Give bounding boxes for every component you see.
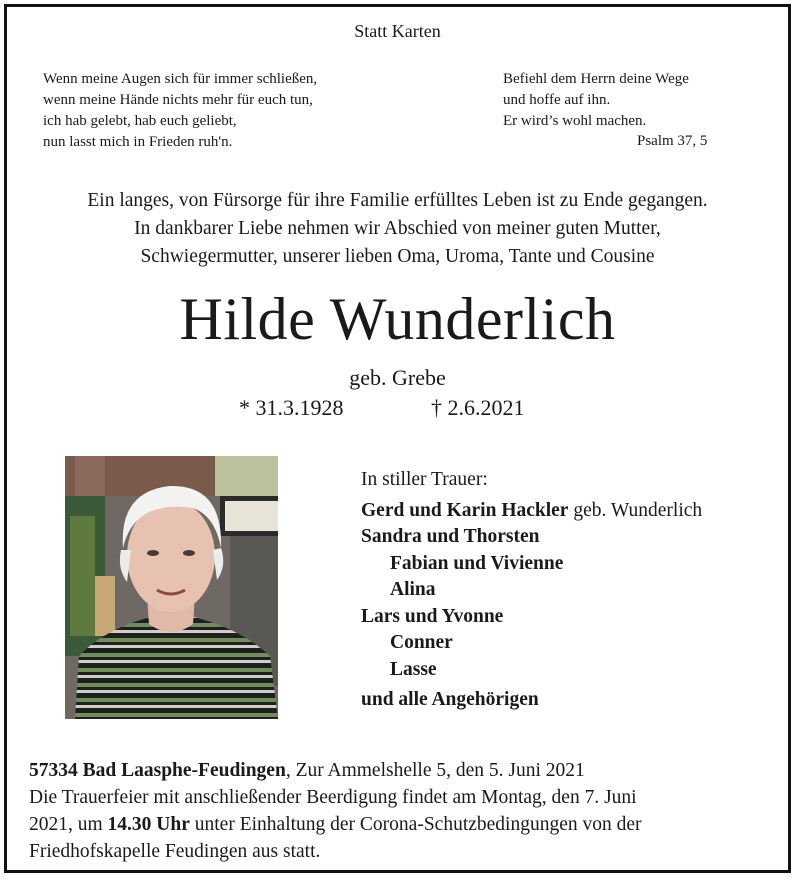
- mourner-name: Gerd und Karin Hackler: [361, 499, 569, 521]
- service-line: Die Trauerfeier mit anschließender Beerdigung findet am Montag, den 7. Juni: [29, 787, 637, 808]
- mourner-line: Sandra und Thorsten: [361, 526, 540, 547]
- mourners-intro: In stiller Trauer:: [361, 469, 488, 490]
- poem-line: ich hab gelebt, hab euch geliebt,: [43, 113, 237, 129]
- mourner-line: Fabian und Vivienne: [390, 552, 564, 574]
- mourner-line: Alina: [390, 579, 436, 600]
- service-line: [29, 811, 642, 838]
- psalm-line: und hoffe auf ihn.: [503, 92, 611, 108]
- mourner-line: [361, 498, 702, 525]
- mourners-closing: und alle Angehörigen: [361, 689, 539, 710]
- footer-info: [29, 757, 642, 865]
- intro-line: Schwiegermutter, unserer lieben Oma, Uroma, Tante und Cousine: [140, 246, 655, 267]
- birth-date: * 31.3.1928: [239, 395, 344, 420]
- mourners-list: [361, 467, 702, 714]
- mourner-line: Conner: [390, 632, 453, 653]
- portrait-photo: [65, 456, 278, 719]
- service-time: 14.30 Uhr: [107, 814, 190, 835]
- intro-line: In dankbarer Liebe nehmen wir Abschied von meiner guten Mutter,: [134, 218, 661, 239]
- intro-line: Ein langes, von Fürsorge für ihre Familie erfülltes Leben ist zu Ende gegangen.: [87, 190, 708, 211]
- address-line: [29, 757, 642, 784]
- service-text: 2021, um: [29, 814, 108, 835]
- psalm-line: Befiehl dem Herrn deine Wege: [503, 71, 689, 87]
- mourner-name-suffix: geb. Wunderlich: [568, 499, 703, 521]
- birth-name: geb. Grebe: [349, 365, 446, 390]
- psalm-line: Er wird’s wohl machen.: [503, 113, 647, 129]
- place-name: 57334 Bad Laasphe-Feudingen: [29, 760, 286, 781]
- poem-left: [43, 69, 317, 153]
- psalm-reference: Psalm 37, 5: [637, 133, 708, 149]
- poem-line: nun lasst mich in Frieden ruh'n.: [43, 134, 233, 150]
- header-note: Statt Karten: [354, 21, 441, 41]
- mourner-line: Lasse: [390, 658, 437, 680]
- death-date: † 2.6.2021: [431, 395, 525, 420]
- service-text: unter Einhaltung der Corona-Schutzbedingungen von der: [189, 814, 642, 835]
- mourner-line: Lars und Yvonne: [361, 605, 504, 627]
- obituary-notice: [4, 4, 791, 873]
- poem-line: wenn meine Hände nichts mehr für euch tun,: [43, 92, 313, 108]
- poem-line: Wenn meine Augen sich für immer schließen,: [43, 71, 318, 87]
- poem-right: [503, 69, 689, 132]
- deceased-name: Hilde Wunderlich: [179, 286, 616, 352]
- address-rest: , Zur Ammelshelle 5, den 5. Juni 2021: [285, 760, 585, 781]
- service-line: Friedhofskapelle Feudingen aus statt.: [29, 841, 321, 862]
- intro-text: [7, 187, 788, 271]
